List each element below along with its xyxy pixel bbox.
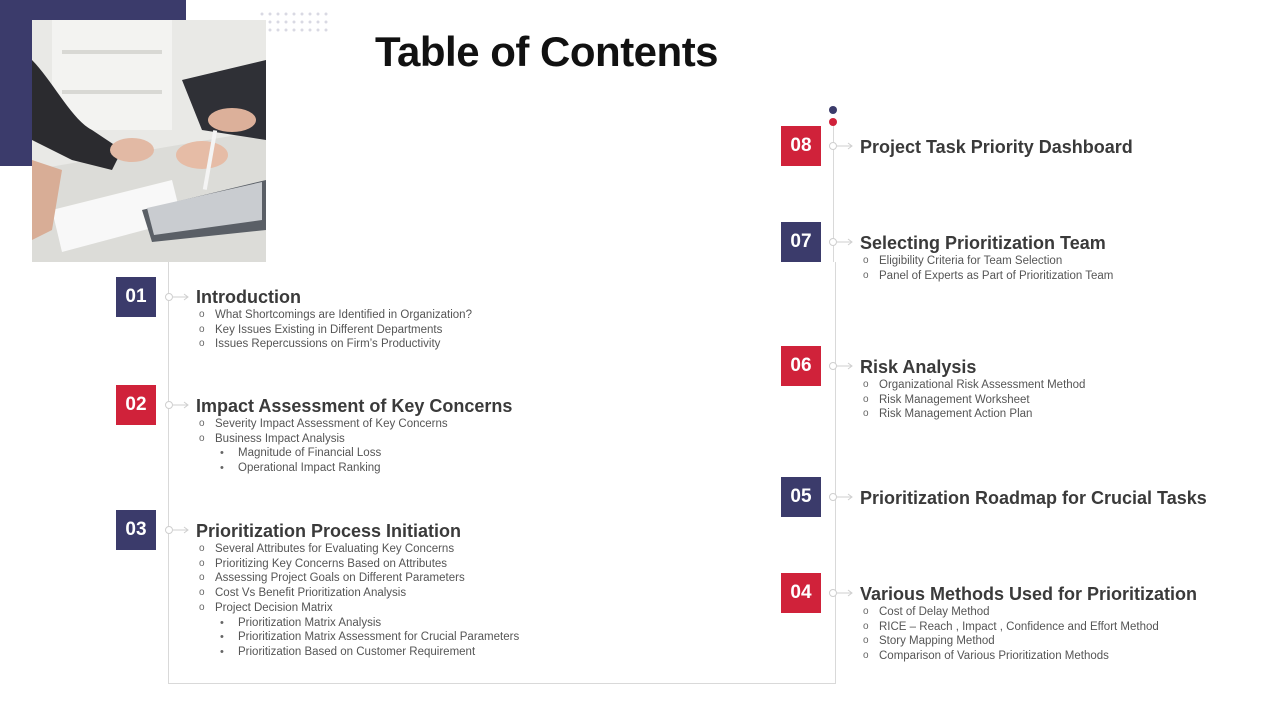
section-number-badge: 02: [116, 385, 156, 425]
business-meeting-photo: [32, 20, 266, 262]
toc-subitem: o Risk Management Worksheet: [860, 393, 1085, 408]
toc-item-impact-assessment[interactable]: [196, 395, 512, 476]
section-number-badge: 01: [116, 277, 156, 317]
toc-item-title: Prioritization Process Initiation: [196, 521, 462, 541]
connector-arrow-icon: [828, 361, 856, 371]
connector-arrow-icon: [828, 237, 856, 247]
toc-subitem: o What Shortcomings are Identified in Organization?: [196, 308, 472, 323]
toc-item-title: Risk Analysis: [860, 357, 977, 377]
toc-subitem: o Eligibility Criteria for Team Selection: [860, 254, 1113, 269]
toc-subitem: o Risk Management Action Plan: [860, 407, 1085, 422]
toc-item-prioritization-methods[interactable]: [860, 583, 1197, 664]
toc-subitem-list: [196, 417, 512, 476]
timeline-top-dot-navy: [829, 106, 837, 114]
toc-item-title: Selecting Prioritization Team: [860, 233, 1106, 253]
toc-subitem: o Panel of Experts as Part of Prioritization Team: [860, 269, 1113, 284]
toc-subitem: o Story Mapping Method: [860, 634, 1197, 649]
toc-subitem: o Project Decision Matrix: [196, 601, 519, 616]
section-number-badge: 03: [116, 510, 156, 550]
toc-subitem: • Operational Impact Ranking: [196, 461, 512, 476]
toc-subitem: o Key Issues Existing in Different Departments: [196, 323, 472, 338]
toc-subitem: • Magnitude of Financial Loss: [196, 446, 512, 461]
toc-item-title: Project Task Priority Dashboard: [860, 137, 1133, 157]
toc-item-prioritization-team[interactable]: [860, 232, 1113, 283]
toc-subitem: o Severity Impact Assessment of Key Concerns: [196, 417, 512, 432]
page-title: Table of Contents: [375, 28, 719, 75]
toc-subitem: o Prioritizing Key Concerns Based on Attributes: [196, 557, 519, 572]
section-number-badge: 08: [781, 126, 821, 166]
toc-subitem: o Assessing Project Goals on Different Parameters: [196, 571, 519, 586]
toc-subitem: • Prioritization Based on Customer Requirement: [196, 645, 519, 660]
toc-subitem-list: [860, 254, 1113, 283]
toc-subitem: o Issues Repercussions on Firm’s Productivity: [196, 337, 472, 352]
toc-subitem: o Comparison of Various Prioritization Methods: [860, 649, 1197, 664]
toc-subitem-list: [860, 378, 1085, 422]
section-number-badge: 04: [781, 573, 821, 613]
section-number-badge: 06: [781, 346, 821, 386]
toc-item-prioritization-process[interactable]: [196, 520, 519, 660]
toc-subitem: o Several Attributes for Evaluating Key Concerns: [196, 542, 519, 557]
connector-arrow-icon: [164, 525, 192, 535]
toc-subitem: o RICE – Reach , Impact , Confidence and Effort Method: [860, 620, 1197, 635]
connector-arrow-icon: [828, 588, 856, 598]
toc-item-title: Prioritization Roadmap for Crucial Tasks: [860, 488, 1207, 508]
toc-item-introduction[interactable]: [196, 286, 472, 352]
section-number-badge: 05: [781, 477, 821, 517]
connector-arrow-icon: [164, 292, 192, 302]
connector-arrow-icon: [828, 141, 856, 151]
toc-subitem: o Cost of Delay Method: [860, 605, 1197, 620]
toc-subitem: • Prioritization Matrix Assessment for Crucial Parameters: [196, 630, 519, 645]
toc-subitem: o Business Impact Analysis: [196, 432, 512, 447]
toc-item-risk-analysis[interactable]: [860, 356, 1085, 422]
toc-subitem-list: [196, 542, 519, 660]
toc-subitem: o Cost Vs Benefit Prioritization Analysis: [196, 586, 519, 601]
decorative-dot-grid: [258, 10, 334, 34]
timeline-top-dot-red: [829, 118, 837, 126]
toc-subitem: o Organizational Risk Assessment Method: [860, 378, 1085, 393]
toc-item-title: Impact Assessment of Key Concerns: [196, 396, 513, 416]
connector-arrow-icon: [164, 400, 192, 410]
connector-arrow-icon: [828, 492, 856, 502]
toc-item-task-priority-dashboard[interactable]: [860, 136, 1133, 158]
toc-subitem-list: [196, 308, 472, 352]
toc-subitem: • Prioritization Matrix Analysis: [196, 616, 519, 631]
section-number-badge: 07: [781, 222, 821, 262]
toc-item-title: Various Methods Used for Prioritization: [860, 584, 1198, 604]
toc-item-prioritization-roadmap[interactable]: [860, 487, 1207, 509]
toc-subitem-list: [860, 605, 1197, 664]
toc-item-title: Introduction: [196, 287, 301, 307]
